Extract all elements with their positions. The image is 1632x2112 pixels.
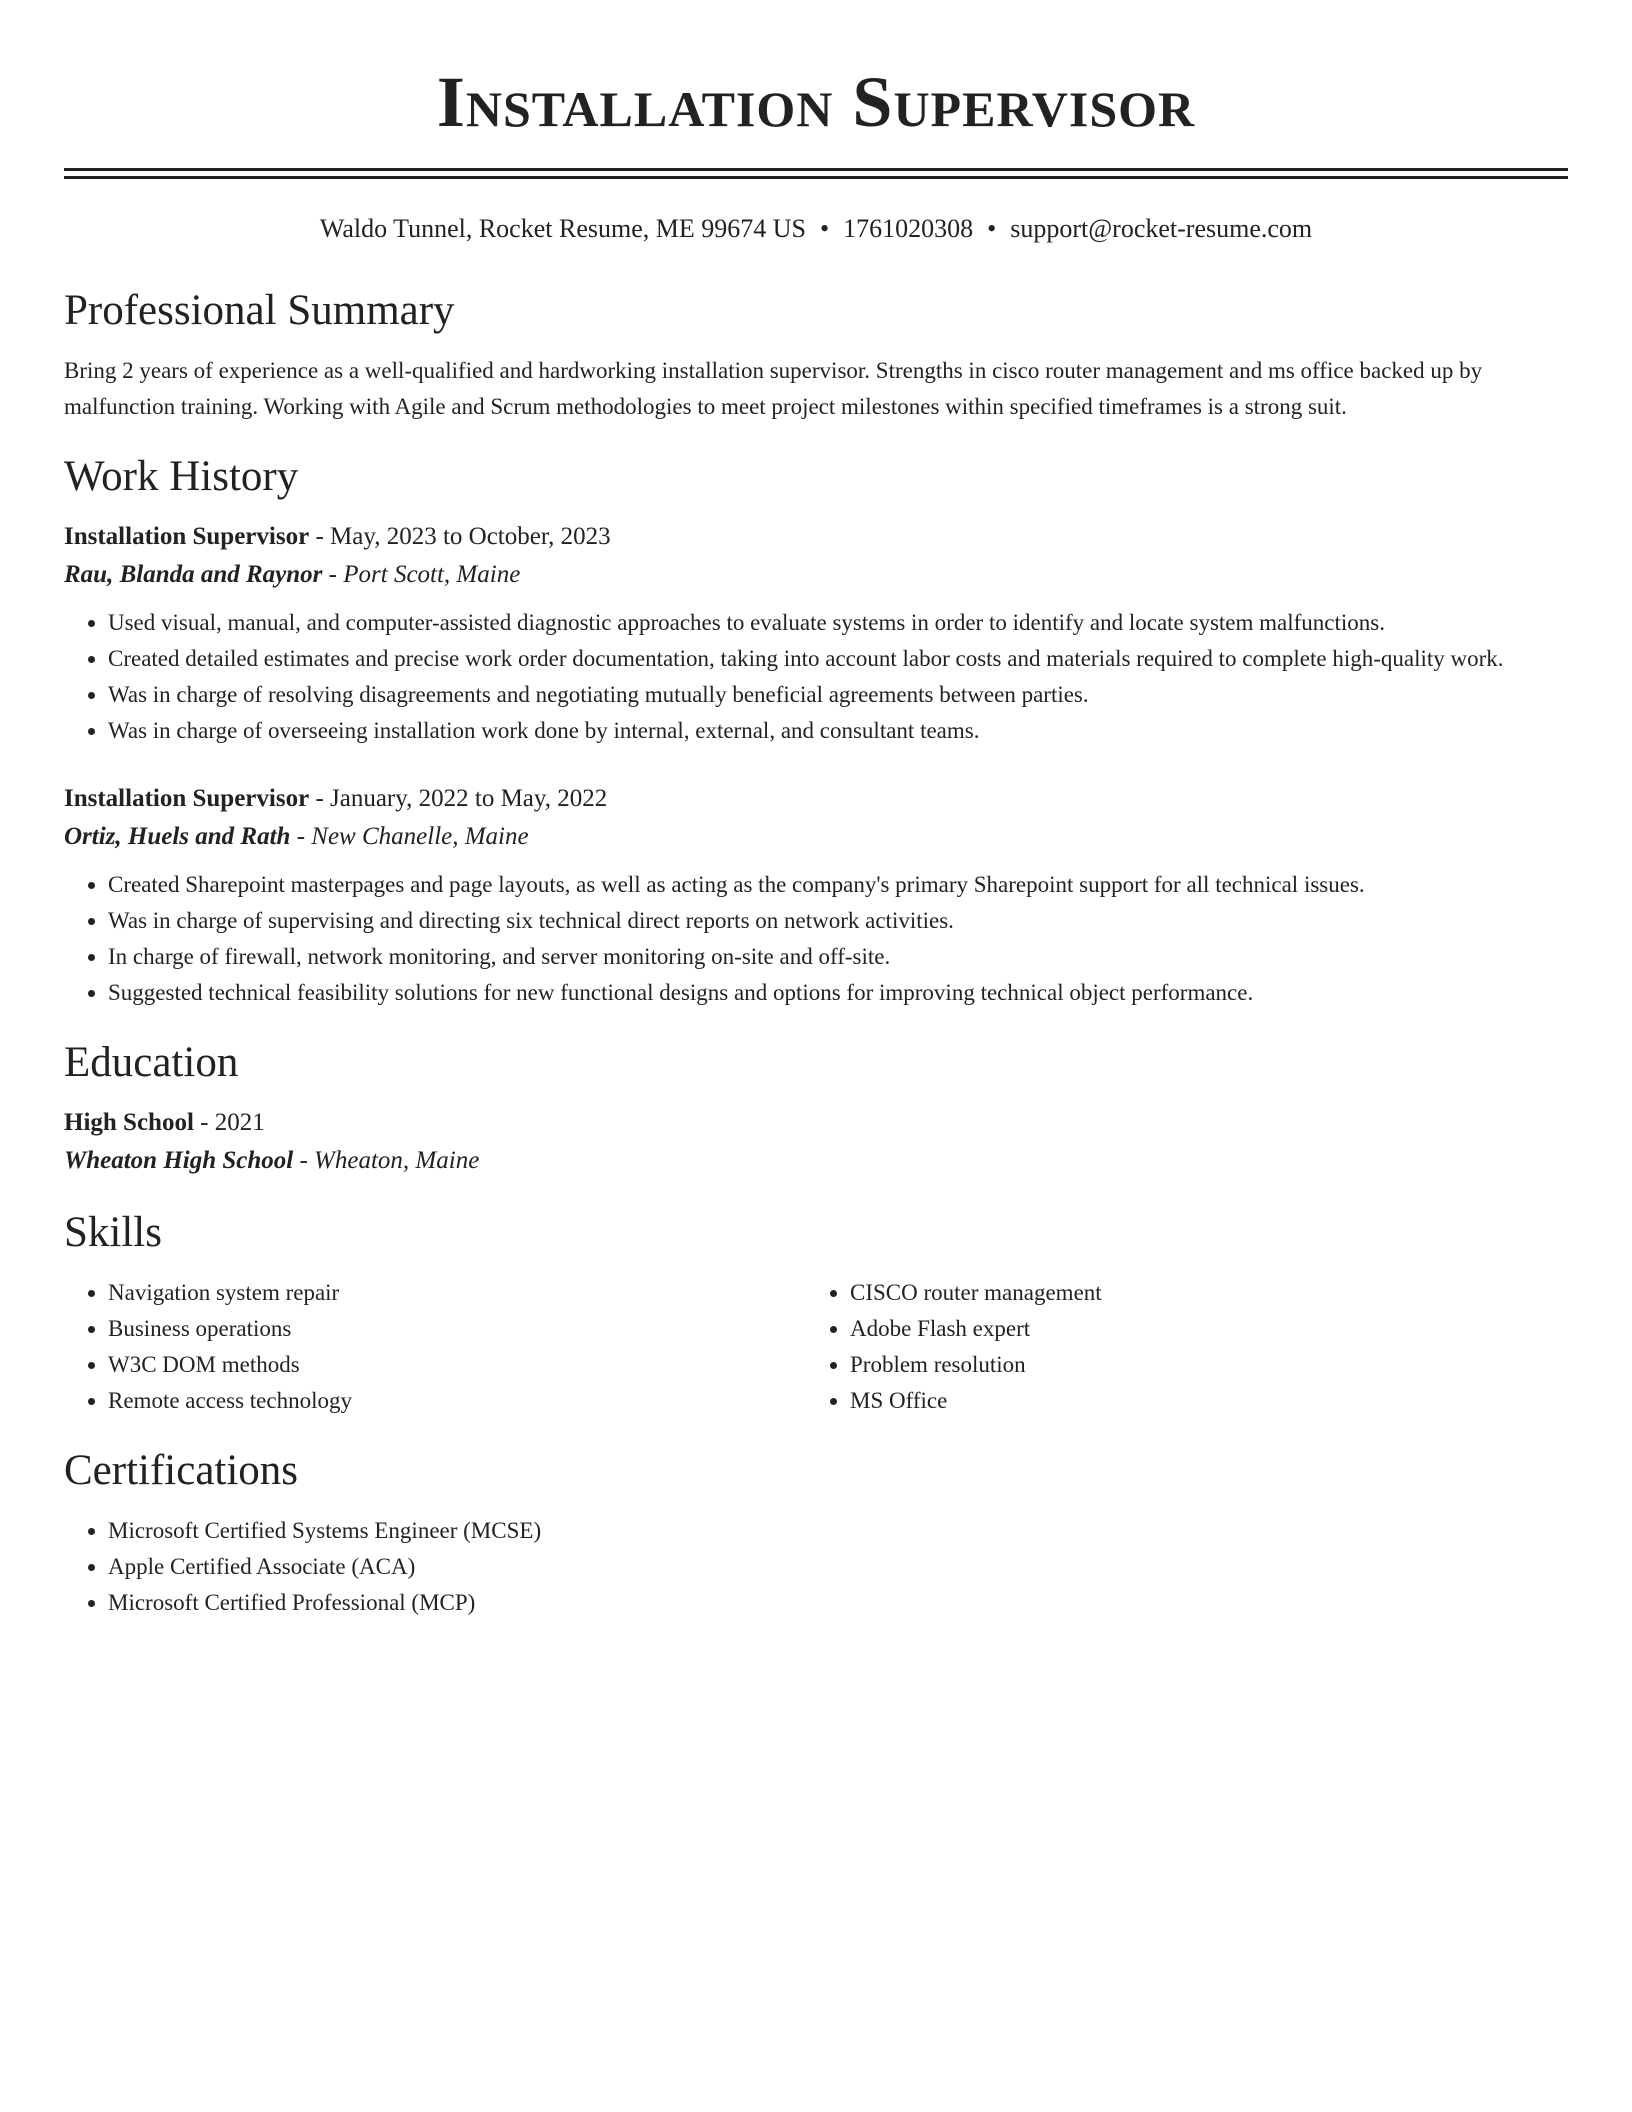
job-location: - Port Scott, Maine [322,561,521,588]
list-item: • W3C DOM methods [108,1347,806,1383]
list-item: • Used visual, manual, and computer-assisted diagnostic approaches to evaluate systems in order to identify and locate system malfunctions. [108,605,1568,641]
education-year: - 2021 [193,1109,265,1136]
skills-column-right [806,1275,1548,1419]
contact-separator: • [820,214,830,243]
education-degree: High School [64,1109,194,1136]
contact-separator: • [987,214,997,243]
job-company-line [64,817,1568,857]
list-item: • Suggested technical feasibility solutions for new functional designs and options for improving technical object performance. [108,975,1568,1011]
job-dates: - May, 2023 to October, 2023 [309,523,611,550]
list-item: • Business operations [108,1311,806,1347]
skills-grid [64,1275,1568,1419]
list-item: • In charge of firewall, network monitoring, and server monitoring on-site and off-site. [108,939,1568,975]
education-heading: Education [64,1039,239,1086]
contact-address: Waldo Tunnel, Rocket Resume, ME 99674 US [319,214,806,243]
certifications-heading: Certifications [64,1447,299,1494]
education-location: - Wheaton, Maine [293,1147,480,1174]
job-entry [64,519,1568,749]
list-item: • Microsoft Certified Systems Engineer (MCSE) [108,1513,1568,1549]
page-title: Installation Supervisor [436,62,1196,142]
list-item: • Was in charge of overseeing installation work done by internal, external, and consultant teams. [108,713,1568,749]
job-company: Ortiz, Huels and Rath [64,823,291,850]
list-item: • Created detailed estimates and precise work order documentation, taking into account labor costs and materials required to complete high-quality work. [108,641,1568,677]
list-item: • Was in charge of supervising and directing six technical direct reports on network activities. [108,903,1568,939]
education-entry [64,1105,1568,1181]
work-history-heading: Work History [64,453,299,500]
list-item: • MS Office [850,1383,1548,1419]
list-item: • Microsoft Certified Professional (MCP) [108,1585,1568,1621]
certifications-list [64,1513,1568,1621]
job-bullets [64,605,1568,749]
list-item: • Apple Certified Associate (ACA) [108,1549,1568,1585]
list-item: • Adobe Flash expert [850,1311,1548,1347]
job-bullets [64,867,1568,1011]
list-item: • Was in charge of resolving disagreements and negotiating mutually beneficial agreements between parties. [108,677,1568,713]
job-location: - New Chanelle, Maine [290,823,529,850]
list-item: • Created Sharepoint masterpages and page layouts, as well as acting as the company's primary Sharepoint support for all technical issues. [108,867,1568,903]
list-item: • Navigation system repair [108,1275,806,1311]
skills-heading: Skills [64,1209,162,1256]
contact-phone: 1761020308 [843,214,974,243]
education-header [64,1105,1568,1141]
summary-text: Bring 2 years of experience as a well-qualified and hardworking installation supervisor. Strengths in cisco router management and ms office backed up by malfunction training. Working with Agile and Scrum methodologies to meet project milestones within specified timeframes is a strong suit. [64,358,1483,419]
list-item: • Problem resolution [850,1347,1548,1383]
contact-line [64,213,1568,245]
job-header [64,519,1568,555]
contact-email[interactable]: support@rocket-resume.com [1010,214,1313,243]
job-dates: - January, 2022 to May, 2022 [309,785,608,812]
title-double-rule [64,168,1568,179]
job-entry [64,781,1568,1011]
skills-column-left [64,1275,806,1419]
job-role: Installation Supervisor [64,785,310,812]
list-item: • CISCO router management [850,1275,1548,1311]
education-school-line [64,1141,1568,1181]
job-company: Rau, Blanda and Raynor [64,561,323,588]
job-company-line [64,555,1568,595]
education-school: Wheaton High School [64,1147,294,1174]
list-item: • Remote access technology [108,1383,806,1419]
summary-heading: Professional Summary [64,287,455,334]
job-role: Installation Supervisor [64,523,310,550]
job-header [64,781,1568,817]
